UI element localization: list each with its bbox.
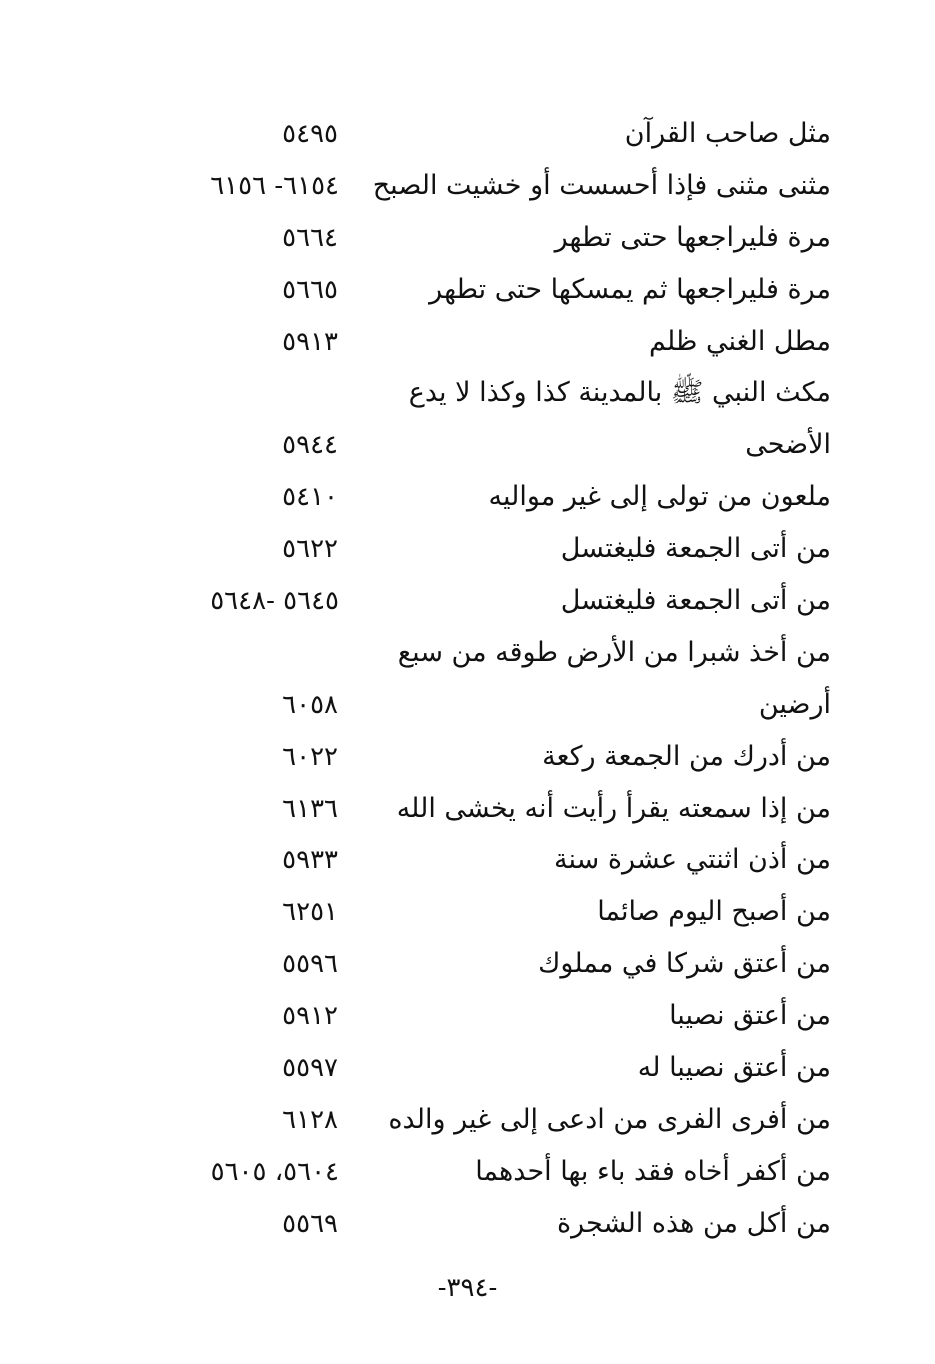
entry-text: ملعون من تولى إلى غير مواليه (488, 481, 831, 513)
entry-text: من أتى الجمعة فليغتسل (560, 533, 831, 565)
entry-text: مثل صاحب القرآن (624, 118, 831, 149)
entry-text: مرة فليراجعها حتى تطهر (554, 221, 831, 253)
entry-text: مطل الغني ظلم (648, 325, 831, 357)
index-entry (0, 1198, 935, 1250)
entry-ref: ٥٩١٢ (282, 1001, 338, 1032)
index-entry (0, 886, 935, 938)
index-entry (0, 108, 935, 160)
entry-ref: ٦٢٥١ (282, 897, 338, 928)
entry-text: من أخذ شبرا من الأرض طوقه من سبع (397, 636, 831, 668)
index-entry (0, 367, 935, 419)
entry-ref: ٦١٣٦ (282, 793, 338, 824)
index-entry (0, 523, 935, 575)
entry-text: من أعتق شركا في مملوك (538, 948, 831, 980)
index-entry (0, 783, 935, 835)
page-number: -٣٩٤- (437, 1273, 498, 1303)
entry-ref: ٥٩٤٤ (282, 430, 338, 461)
index-entry (0, 990, 935, 1042)
entry-text: من أكل من هذه الشجرة (556, 1207, 831, 1239)
entry-text: أرضين (758, 688, 831, 720)
entry-text: من أتى الجمعة فليغتسل (560, 585, 831, 617)
entry-ref: ٥٤١٠ (282, 482, 338, 513)
index-entry (0, 1094, 935, 1146)
entry-ref: ٥٤٩٥ (282, 119, 338, 149)
entry-text: من أعتق نصيبا (669, 1000, 831, 1032)
entry-text: الأضحى (745, 429, 831, 461)
entry-text: من أصبح اليوم صائما (597, 896, 831, 928)
entry-ref: ٦٠٢٢ (282, 741, 338, 772)
entry-text: من أكفر أخاه فقد باء بها أحدهما (475, 1155, 831, 1187)
entry-ref: ٥٩١٣ (282, 326, 338, 357)
entry-ref: ٥٥٩٧ (282, 1053, 338, 1084)
index-entry (0, 627, 935, 679)
entry-ref: ٥٩٣٣ (282, 845, 338, 876)
entry-ref: ٥٥٦٩ (282, 1208, 338, 1239)
index-entry (0, 316, 935, 368)
index-entry (0, 1042, 935, 1094)
entry-ref: ٥٥٩٦ (282, 949, 338, 980)
entry-text: من أعتق نصيبا له (637, 1052, 831, 1084)
entry-ref: ٥٦٠٤، ٥٦٠٥ (210, 1156, 339, 1187)
entry-ref: ٥٦٢٢ (282, 534, 338, 565)
entry-text: مرة فليراجعها ثم يمسكها حتى تطهر (429, 273, 831, 305)
index-list (0, 108, 935, 1250)
index-entry (0, 938, 935, 990)
entry-ref: ٦١٥٤- ٦١٥٦ (210, 170, 339, 201)
entry-text: من أدرك من الجمعة ركعة (542, 740, 831, 772)
entry-ref: ٥٦٦٥ (282, 274, 338, 305)
index-entry (0, 679, 935, 731)
index-entry (0, 575, 935, 627)
index-entry (0, 264, 935, 316)
entry-ref: ٥٦٦٤ (282, 222, 338, 253)
entry-text: من أذن اثنتي عشرة سنة (553, 844, 831, 876)
index-entry (0, 1146, 935, 1198)
index-entry (0, 212, 935, 264)
index-entry (0, 471, 935, 523)
index-entry (0, 731, 935, 783)
index-entry (0, 160, 935, 212)
entry-ref: ٥٦٤٥ -٥٦٤٨ (210, 586, 339, 617)
entry-text: مثنى مثنى فإذا أحسست أو خشيت الصبح (372, 169, 831, 201)
entry-ref: ٦٠٥٨ (282, 689, 338, 720)
index-entry (0, 419, 935, 471)
entry-text: مكث النبي ﷺ بالمدينة كذا وكذا لا يدع (408, 377, 831, 409)
entry-ref: ٦١٢٨ (282, 1104, 338, 1135)
entry-text: من إذا سمعته يقرأ رأيت أنه يخشى الله (396, 792, 831, 824)
entry-text: من أفرى الفرى من ادعى إلى غير والده (388, 1103, 831, 1135)
index-entry (0, 834, 935, 886)
